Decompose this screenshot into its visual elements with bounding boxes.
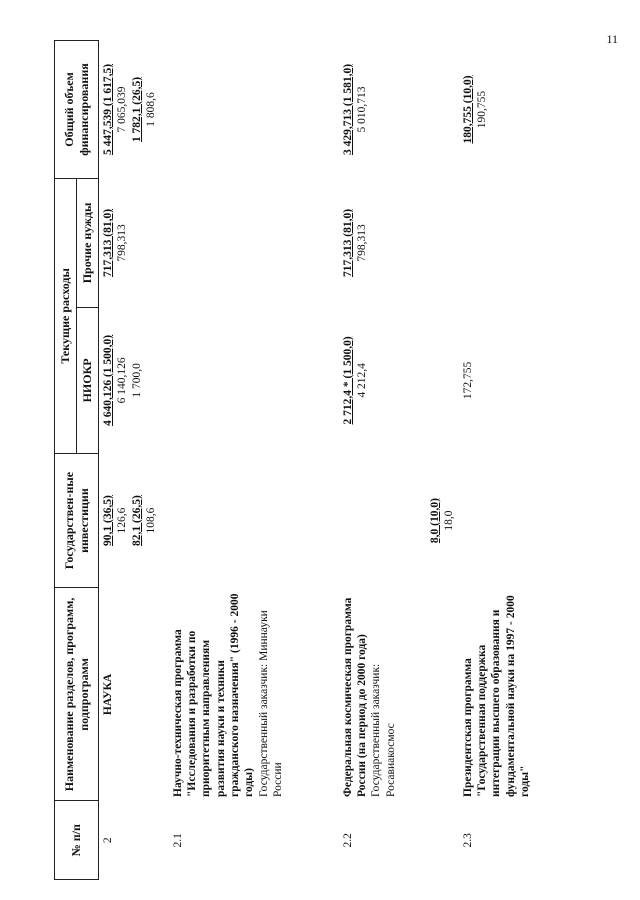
header-other-needs: Прочие нужды [77,178,99,307]
financing-table [54,40,614,880]
investments-cell: 8,0 (10,0) 18,0 [428,498,456,544]
row-name: Федеральная космическая программа России (на период до 2000 года) Государственный заказчик: Росавиакосмос [341,597,397,797]
total-cell: 5 447,539 (1 617,5) 7 065,039 1 782,1 (26,5) 1 808,6 [102,63,158,156]
total-cell: 180,755 (10,0) 190,755 [461,75,488,144]
header-niokr: НИОКР [77,307,99,453]
header-investments: Государствен-ные инвестиции [55,453,99,588]
table-row [459,41,615,880]
row-num: 2.3 [461,833,474,848]
header-current-expenses: Текущие расходы [55,178,77,453]
niokr-cell: 172,755 [461,361,474,400]
row-name: Научно-техническая программа "Исследования и разработки по приоритетным направлениям развития науки и техники гражданского назначения" (1996 - 2000 годы) Государственный заказчик: Миннауки России [171,593,285,797]
table-row [339,41,459,880]
table-row [99,41,169,880]
total-cell: 3 429,713 (1 581,0) 5 010,713 [341,63,368,156]
niokr-cell: 4 640,126 (1 500,0) 6 140,126 1 700,0 [102,334,143,426]
row-num: 2.2 [341,833,354,848]
other-cell: 717,313 (81,0) 798,313 [102,208,129,277]
header-name: Наименование разделов, программ, подпрограмм [55,588,99,801]
niokr-cell: 2 712,4 * (1 500,0) 4 212,4 [341,336,368,425]
header-total: Общий объем финансирования [55,41,99,179]
row-name: Президентская программа "Государственная поддержка интеграции высшего образования и фундаментальной науки на 1997 - 2000 годы" [461,595,531,797]
investments-cell: 90,1 (36,5) 126,6 82,1 (26,5) 108,6 [102,495,158,546]
table-row [169,41,339,880]
other-cell: 717,313 (81,0) 798,313 [341,208,368,277]
rotated-table-container [54,40,614,880]
header-num: № п/п [55,801,99,880]
row-name: НАУКА [102,673,114,716]
row-num: 2.1 [171,833,184,848]
page-number: 11 [606,32,618,46]
row-num: 2 [102,837,114,844]
